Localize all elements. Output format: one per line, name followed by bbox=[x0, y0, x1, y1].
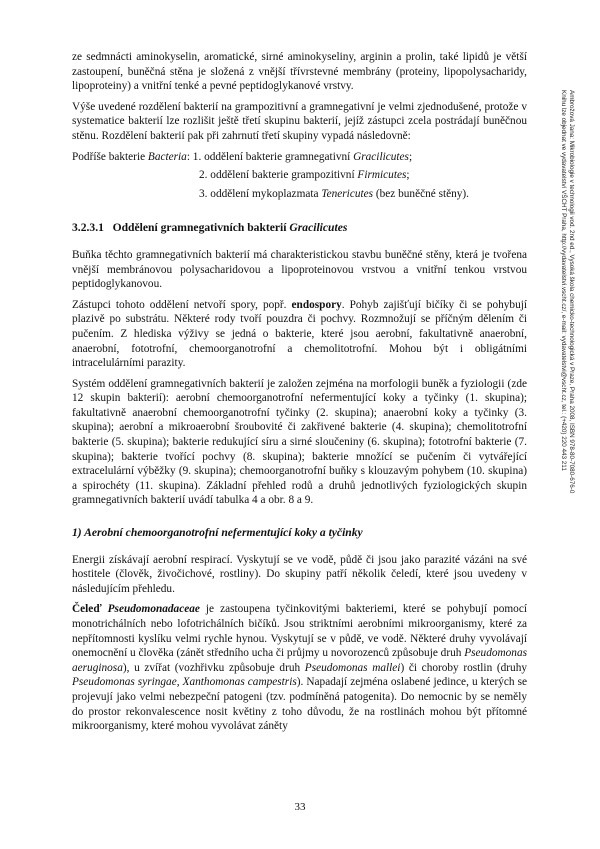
list-item-italic: Tenericutes bbox=[321, 187, 374, 200]
bold-italic-term: Pseudomonadaceae bbox=[107, 603, 200, 616]
page-number: 33 bbox=[294, 801, 306, 813]
list-lead-italic: Bacteria bbox=[147, 150, 187, 163]
paragraph-text: ) či choroby rostlin (druhy bbox=[400, 661, 527, 674]
list-item-italic: Gracilicutes bbox=[353, 150, 409, 163]
subsection-heading: 1) Aerobní chemoorganotrofní nefermentující koky a tyčinky bbox=[72, 526, 363, 540]
italic-term: Pseudomonas aeruginosa bbox=[72, 647, 527, 674]
paragraph-text: ), u zvířat (vozhřivku způsobuje druh bbox=[122, 661, 305, 674]
list-lead-colon: : 1. oddělení bakterie gramnegativní bbox=[186, 150, 354, 163]
paragraph-text: ). Napadají zejména oslabené jedince, u kterých se projevují jako velmi nebezpeční patogeni (tzv. podmíněná patogenita). Do nemocnic by se neměly do prostor rekonvalescence nosit květiny z toho důvodu, že na rostlinách mohou být přítomné mikroorganismy, které mohou vyvolávat záněty bbox=[72, 676, 527, 733]
bold-term: endospory bbox=[291, 298, 342, 311]
list-item-end: (bez buněčné stěny). bbox=[373, 187, 470, 200]
list-item-text: 2. oddělení bakterie grampozitivní bbox=[199, 169, 358, 182]
page-body bbox=[72, 50, 527, 734]
division-list-item bbox=[72, 187, 527, 202]
list-lead-text: Podříše bakterie bbox=[72, 150, 148, 163]
side-citation-note bbox=[559, 90, 575, 770]
side-note-line: Ambrožová Jana: Mikrobiologie v technologii vod. 2nd ed., Vysoká škola chemicko-technologická v Praze, Praha 2008, ISBN 978-80-7080-676-0 bbox=[568, 90, 575, 494]
list-item-end: ; bbox=[406, 169, 410, 182]
paragraph: ze sedmnácti aminokyselin, aromatické, sirné aminokyseliny, arginin a prolin, také lipidů je větší zastoupení, buněčná stěna je složená z vnější třívrstevné membrány (proteiny, lipopolysacharidy, lipoproteiny) a vnitřní tenké a pevné peptidoglykanové vrstvy. bbox=[72, 51, 527, 93]
division-list-item bbox=[72, 150, 527, 165]
paragraph: Energii získávají aerobní respirací. Vyskytují se ve vodě, půdě či jsou jako parazité vázáni na své hostitele (člověk, živočichové, rostliny). Do skupiny patří několik čeledí, které jsou uvedeny v následujícím přehledu. bbox=[72, 553, 527, 595]
paragraph bbox=[72, 602, 527, 733]
italic-term: Pseudomonas syringae, Xanthomonas campestris bbox=[72, 676, 297, 689]
paragraph: Výše uvedené rozdělení bakterií na grampozitivní a gramnegativní je velmi zjednodušené, protože v systematice bakterií lze rozlišit ještě třetí skupinu bakterií, jejíž zástupci zcela postrádají buněčnou stěnu. Rozdělení bakterií pak při zahrnutí třetí skupiny vypadá následovně: bbox=[72, 100, 527, 142]
section-heading-italic: Gracilicutes bbox=[289, 221, 348, 235]
paragraph: Systém oddělení gramnegativních bakterií je založen zejména na morfologii buněk a fyziologii (zde 12 skupin bakterií): aerobní chemoorganotrofní nefermentující koky a tyčinky (1. skupina); fakultativně anaerobní chemoorganotrofní tyčinky (2. skupina); anaerobní koky a tyčinky (3. skupina); aerobní a mikroaerobní šroubovité či zakřivené bakterie (4. skupina); chemolitotrofní bakterie (5. skupina); bakterie redukující síru a sirné sloučeniny (6. skupina); fototrofní bakterie (7. skupina); bakterie tvořící pochvy (8. skupina); bakterie množící se pučením či vytvářející extracelulární výběžky (9. skupina); chemoorganotrofní buňky s klouzavým pohybem (10. skupina) a spirochéty (11. skupina). Základní přehled rodů a druhů jednotlivých fyziologických skupin gramnegativních bakterií uvádí tabulka 4 a obr. 8 a 9. bbox=[72, 377, 527, 507]
italic-term: Pseudomonas mallei bbox=[304, 661, 401, 674]
side-note-line: Knihu lze objednat ve vydavatelství VŠCHT Praha, http://vydavatelstvi.vscht.cz/, e-mail: vydavatelstvi@vscht.cz, tel.: (+420) 220 443 211 bbox=[560, 90, 567, 471]
division-list-item bbox=[72, 168, 527, 183]
list-item-italic: Firmicutes bbox=[357, 169, 407, 182]
list-item-text: 3. oddělení mykoplazmata bbox=[199, 187, 322, 200]
bold-term: Čeleď bbox=[72, 603, 108, 616]
paragraph-text: je zastoupena tyčinkovitými bakteriemi, které se pohybují pomocí monotrichálních nebo lofotrichálních bičíků. Jsou striktními aerobními mikroorganismy, které za nepřítomnosti kyslíku velmi rychle hynou. Vyskytují se v půdě, ve vodě. Některé druhy vyvolávají onemocnění u člověka (zánět středního ucha či průjmy u novorozenců způsobuje druh bbox=[72, 603, 527, 660]
paragraph: Buňka těchto gramnegativních bakterií má charakteristickou stavbu buněčné stěny, která je tvořena vnější membránovou polysacharidovou a lipoproteinovou vrstvou a vnitřní tenkou vrstvou peptidoglykanovou. bbox=[72, 248, 527, 291]
list-item-end: ; bbox=[408, 150, 413, 163]
section-heading bbox=[72, 221, 527, 236]
paragraph bbox=[72, 298, 527, 371]
section-heading-text: 3.2.3.1 Oddělení gramnegativních bakterií bbox=[72, 221, 290, 235]
paragraph-text: . Pohyb zajišťují bičíky či se pohybují plazivě po substrátu. Některé rody tvoří pouzdra či pochvy. Rozmnožují se příčným dělením či pučením. Z hlediska výživy se jedná o bakterie, které jsou aerobní, fakultativně anaerobní, anaerobní, fototrofní, chemoorganotrofní a chemolitotrofní. Mohou být i obligátními intracelulárními parazity. bbox=[72, 298, 527, 370]
paragraph-text: Zástupci tohoto oddělení netvoří spory, popř. bbox=[72, 298, 292, 311]
